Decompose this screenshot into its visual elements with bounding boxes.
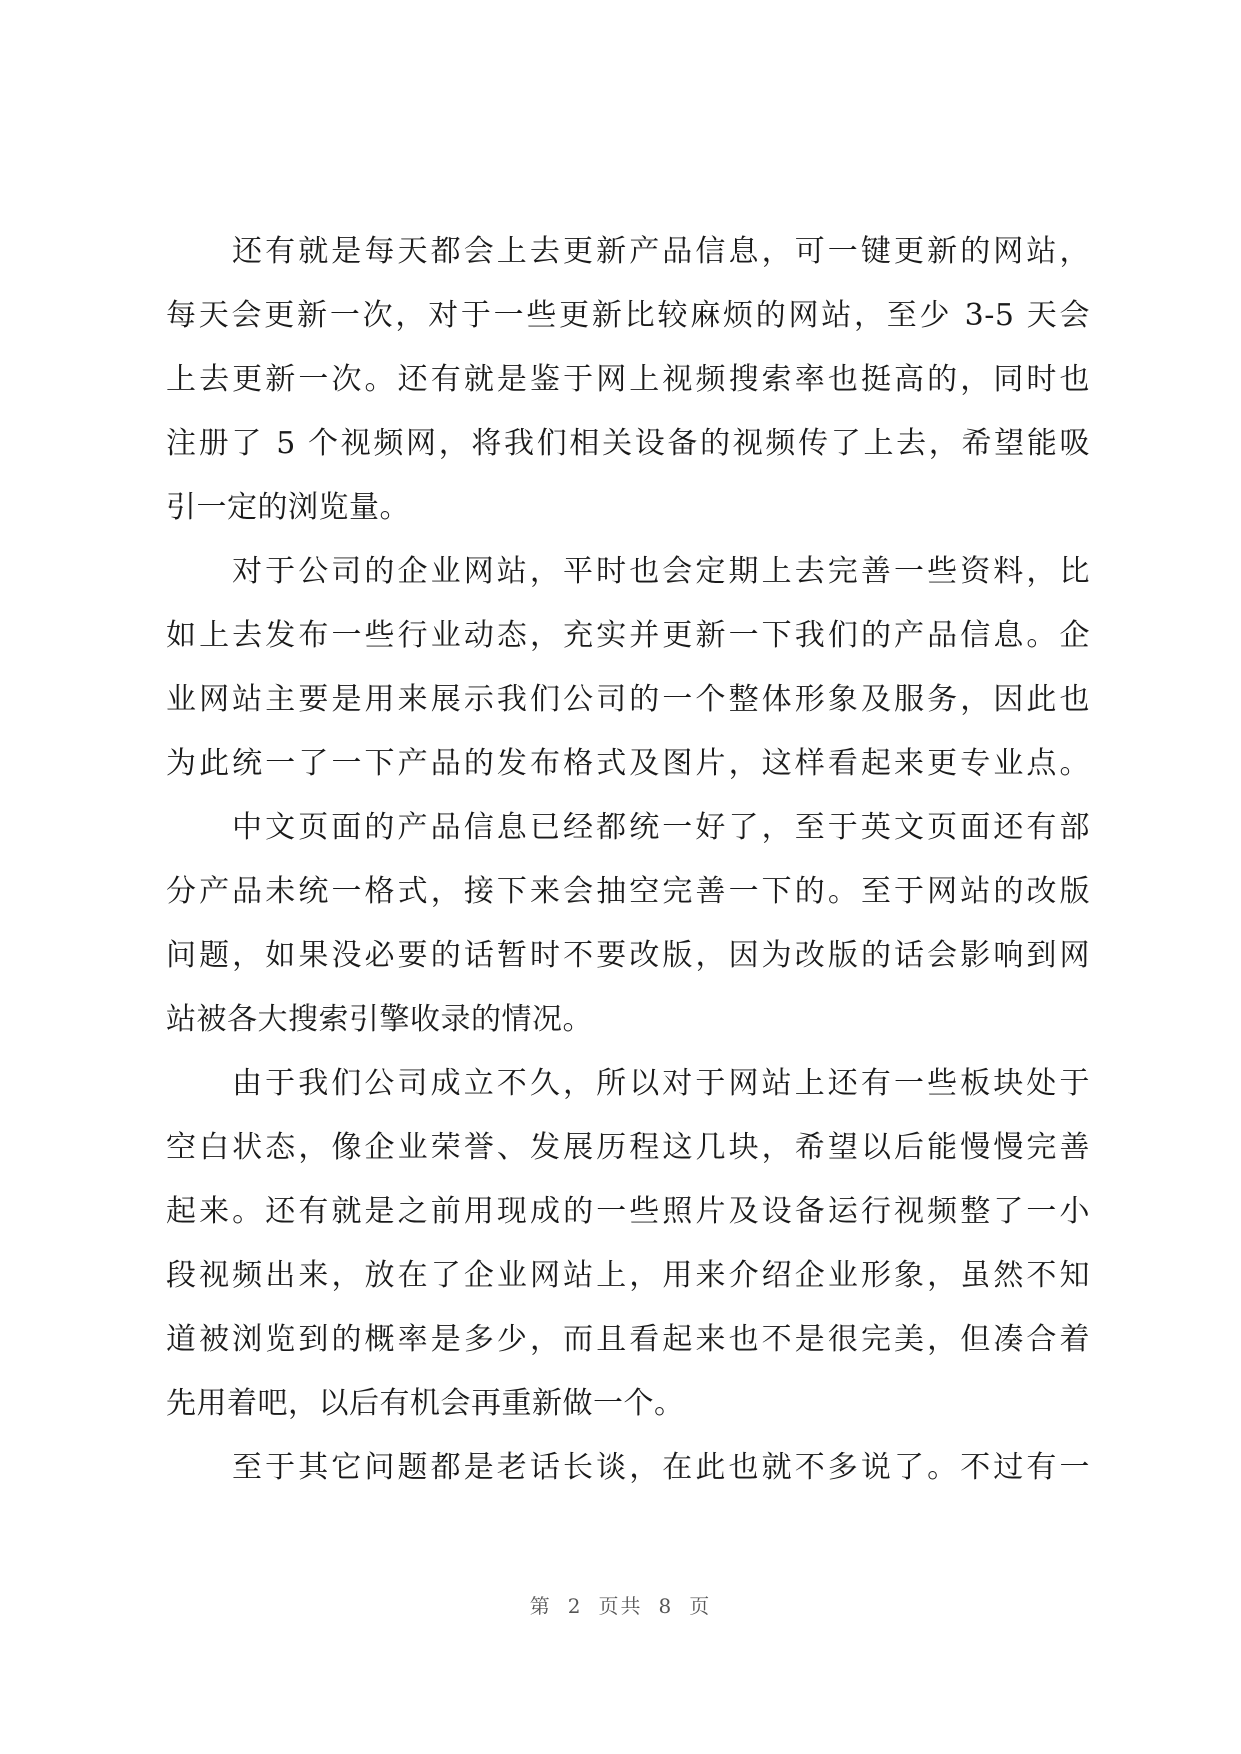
paragraph-5 xyxy=(166,1436,1090,1500)
footer-current-page: 2 xyxy=(567,1594,583,1618)
text-line: 道被浏览到的概率是多少，而且看起来也不是很完美，但凑合着 xyxy=(166,1322,1090,1357)
text-line: 引一定的浏览量。 xyxy=(166,490,410,525)
text-line: 为此统一了一下产品的发布格式及图片，这样看起来更专业点。 xyxy=(166,746,1090,781)
document-body xyxy=(166,220,1090,1500)
text-line: 还有就是每天都会上去更新产品信息，可一键更新的网站， xyxy=(232,234,1090,269)
text-line: 由于我们公司成立不久，所以对于网站上还有一些板块处于 xyxy=(232,1066,1090,1101)
text-line: 每天会更新一次，对于一些更新比较麻烦的网站，至少 3-5 天会 xyxy=(166,298,1090,333)
text-line: 上去更新一次。还有就是鉴于网上视频搜索率也挺高的，同时也 xyxy=(166,362,1090,397)
text-line: 站被各大搜索引擎收录的情况。 xyxy=(166,1002,593,1037)
text-line: 至于其它问题都是老话长谈，在此也就不多说了。不过有一 xyxy=(232,1450,1090,1485)
text-line: 起来。还有就是之前用现成的一些照片及设备运行视频整了一小 xyxy=(166,1194,1090,1229)
footer-prefix: 第 xyxy=(529,1594,552,1618)
footer-total-pages: 8 xyxy=(658,1594,674,1618)
footer-middle: 页共 xyxy=(598,1594,643,1618)
text-line: 对于公司的企业网站，平时也会定期上去完善一些资料，比 xyxy=(232,554,1090,589)
text-line: 业网站主要是用来展示我们公司的一个整体形象及服务，因此也 xyxy=(166,682,1090,717)
text-line: 如上去发布一些行业动态，充实并更新一下我们的产品信息。企 xyxy=(166,618,1090,653)
text-line: 先用着吧，以后有机会再重新做一个。 xyxy=(166,1386,685,1421)
page-footer xyxy=(0,1590,1241,1619)
text-line: 注册了 5 个视频网，将我们相关设备的视频传了上去，希望能吸 xyxy=(166,426,1090,461)
text-line: 问题，如果没必要的话暂时不要改版，因为改版的话会影响到网 xyxy=(166,938,1090,973)
text-line: 段视频出来，放在了企业网站上，用来介绍企业形象，虽然不知 xyxy=(166,1258,1090,1293)
text-line: 中文页面的产品信息已经都统一好了，至于英文页面还有部 xyxy=(232,810,1090,845)
paragraph-1 xyxy=(166,220,1090,540)
text-line: 空白状态，像企业荣誉、发展历程这几块，希望以后能慢慢完善 xyxy=(166,1130,1090,1165)
footer-suffix: 页 xyxy=(689,1594,712,1618)
paragraph-2 xyxy=(166,540,1090,796)
paragraph-4 xyxy=(166,1052,1090,1436)
text-line: 分产品未统一格式，接下来会抽空完善一下的。至于网站的改版 xyxy=(166,874,1090,909)
paragraph-3 xyxy=(166,796,1090,1052)
